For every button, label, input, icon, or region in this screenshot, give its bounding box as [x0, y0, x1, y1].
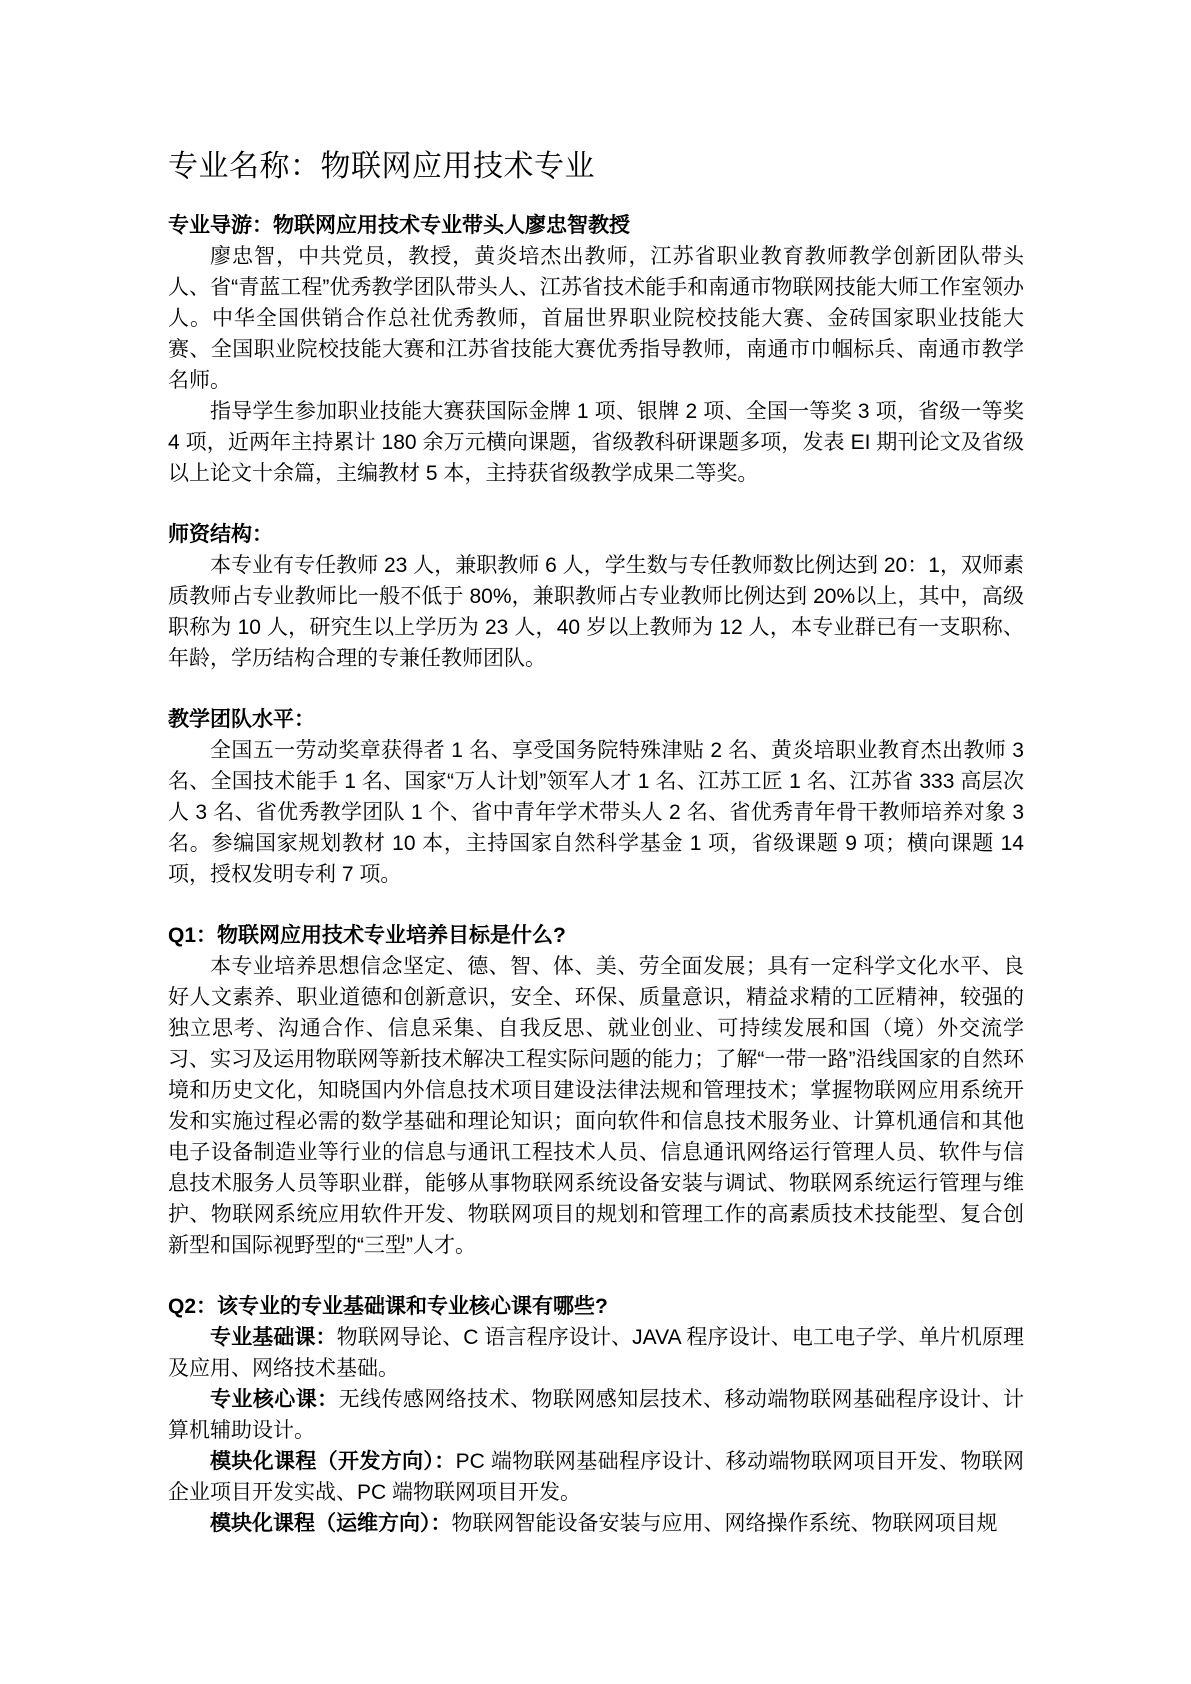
- guide-paragraph-2: 指导学生参加职业技能大赛获国际金牌 1 项、银牌 2 项、全国一等奖 3 项，省级一等奖 4 项，近两年主持累计 180 余万元横向课题，省级教科研课题多项，发表 EI 期刊论文及省级以上论文十余篇，主编教材 5 本，主持获省级教学成果二等奖。: [168, 400, 1024, 485]
- teaching-team-heading: 教学团队水平：: [168, 708, 315, 731]
- q2-item-basic-courses-text: 物联网导论、C 语言程序设计、JAVA 程序设计、电工电子学、单片机原理及应用、网络技术基础。: [168, 1326, 1025, 1380]
- q2-item-module-dev-text: PC 端物联网基础程序设计、移动端物联网项目开发、物联网企业项目开发实战、PC 端物联网项目开发。: [168, 1450, 1025, 1504]
- q2-item-basic-courses: [168, 1322, 1024, 1384]
- teaching-team-paragraph: 全国五一劳动奖章获得者 1 名、享受国务院特殊津贴 2 名、黄炎培职业教育杰出教师 3 名、全国技术能手 1 名、国家“万人计划”领军人才 1 名、江苏工匠 1 名、江苏省 333 高层次人 3 名、省优秀教学团队 1 个、省中青年学术带头人 2 名、省优秀青年骨干教师培养对象 3 名。参编国家规划教材 10 本，主持国家自然科学基金 1 项，省级课题 9 项；横向课题 14 项，授权发明专利 7 项。: [168, 739, 1024, 886]
- q2-item-module-ops-label: 模块化课程（运维方向）：: [210, 1512, 452, 1535]
- section-teaching-team: [168, 704, 1024, 890]
- q2-item-module-dev-label: 模块化课程（开发方向）：: [210, 1450, 456, 1473]
- q1-paragraph: 本专业培养思想信念坚定、德、智、体、美、劳全面发展；具有一定科学文化水平、良好人文素养、职业道德和创新意识，安全、环保、质量意识，精益求精的工匠精神，较强的独立思考、沟通合作、信息采集、自我反思、就业创业、可持续发展和国（境）外交流学习、实习及运用物联网等新技术解决工程实际问题的能力；了解“一带一路”沿线国家的自然环境和历史文化，知晓国内外信息技术项目建设法律法规和管理技术；掌握物联网应用系统开发和实施过程必需的数学基础和理论知识；面向软件和信息技术服务业、计算机通信和其他电子设备制造业等行业的信息与通讯工程技术人员、信息通讯网络运行管理人员、软件与信息技术服务人员等职业群，能够从事物联网系统设备安装与调试、物联网系统运行管理与维护、物联网系统应用软件开发、物联网项目的规划和管理工作的高素质技术技能型、复合创新型和国际视野型的“三型”人才。: [168, 955, 1024, 1257]
- faculty-structure-paragraph: 本专业有专任教师 23 人，兼职教师 6 人，学生数与专任教师数比例达到 20：1，双师素质教师占专业教师比一般不低于 80%，兼职教师占专业教师比例达到 20%以上，其中，高级职称为 10 人，研究生以上学历为 23 人，40 岁以上教师为 12 人，本专业群已有一支职称、年龄，学历结构合理的专兼任教师团队。: [168, 554, 1024, 670]
- guide-heading: 专业导游：物联网应用技术专业带头人廖忠智教授: [168, 214, 630, 237]
- q2-item-basic-courses-label: 专业基础课：: [210, 1326, 337, 1349]
- faculty-structure-heading: 师资结构：: [168, 523, 273, 546]
- q2-item-core-courses-text: 无线传感网络技术、物联网感知层技术、移动端物联网基础程序设计、计算机辅助设计。: [168, 1388, 1025, 1442]
- guide-paragraph-1: 廖忠智，中共党员，教授，黄炎培杰出教师，江苏省职业教育教师教学创新团队带头人、省“青蓝工程”优秀教学团队带头人、江苏省技术能手和南通市物联网技能大师工作室领办人。中华全国供销合作总社优秀教师，首届世界职业院校技能大赛、金砖国家职业技能大赛、全国职业院校技能大赛和江苏省技能大赛优秀指导教师，南通市巾帼标兵、南通市教学名师。: [168, 245, 1024, 392]
- section-q2: [168, 1291, 1024, 1539]
- section-q1: [168, 920, 1024, 1261]
- page-title: 专业名称：物联网应用技术专业: [168, 150, 595, 183]
- section-guide: [168, 210, 1024, 489]
- q1-heading: Q1：物联网应用技术专业培养目标是什么?: [168, 924, 566, 947]
- q2-heading: Q2：该专业的专业基础课和专业核心课有哪些?: [168, 1295, 608, 1318]
- q2-item-core-courses-label: 专业核心课：: [210, 1388, 339, 1411]
- q2-item-core-courses: [168, 1384, 1024, 1446]
- q2-item-module-ops: [168, 1508, 1024, 1539]
- q2-item-module-ops-text: 物联网智能设备安装与应用、网络操作系统、物联网项目规: [451, 1512, 998, 1535]
- section-faculty-structure: [168, 519, 1024, 674]
- q2-item-module-dev: [168, 1446, 1024, 1508]
